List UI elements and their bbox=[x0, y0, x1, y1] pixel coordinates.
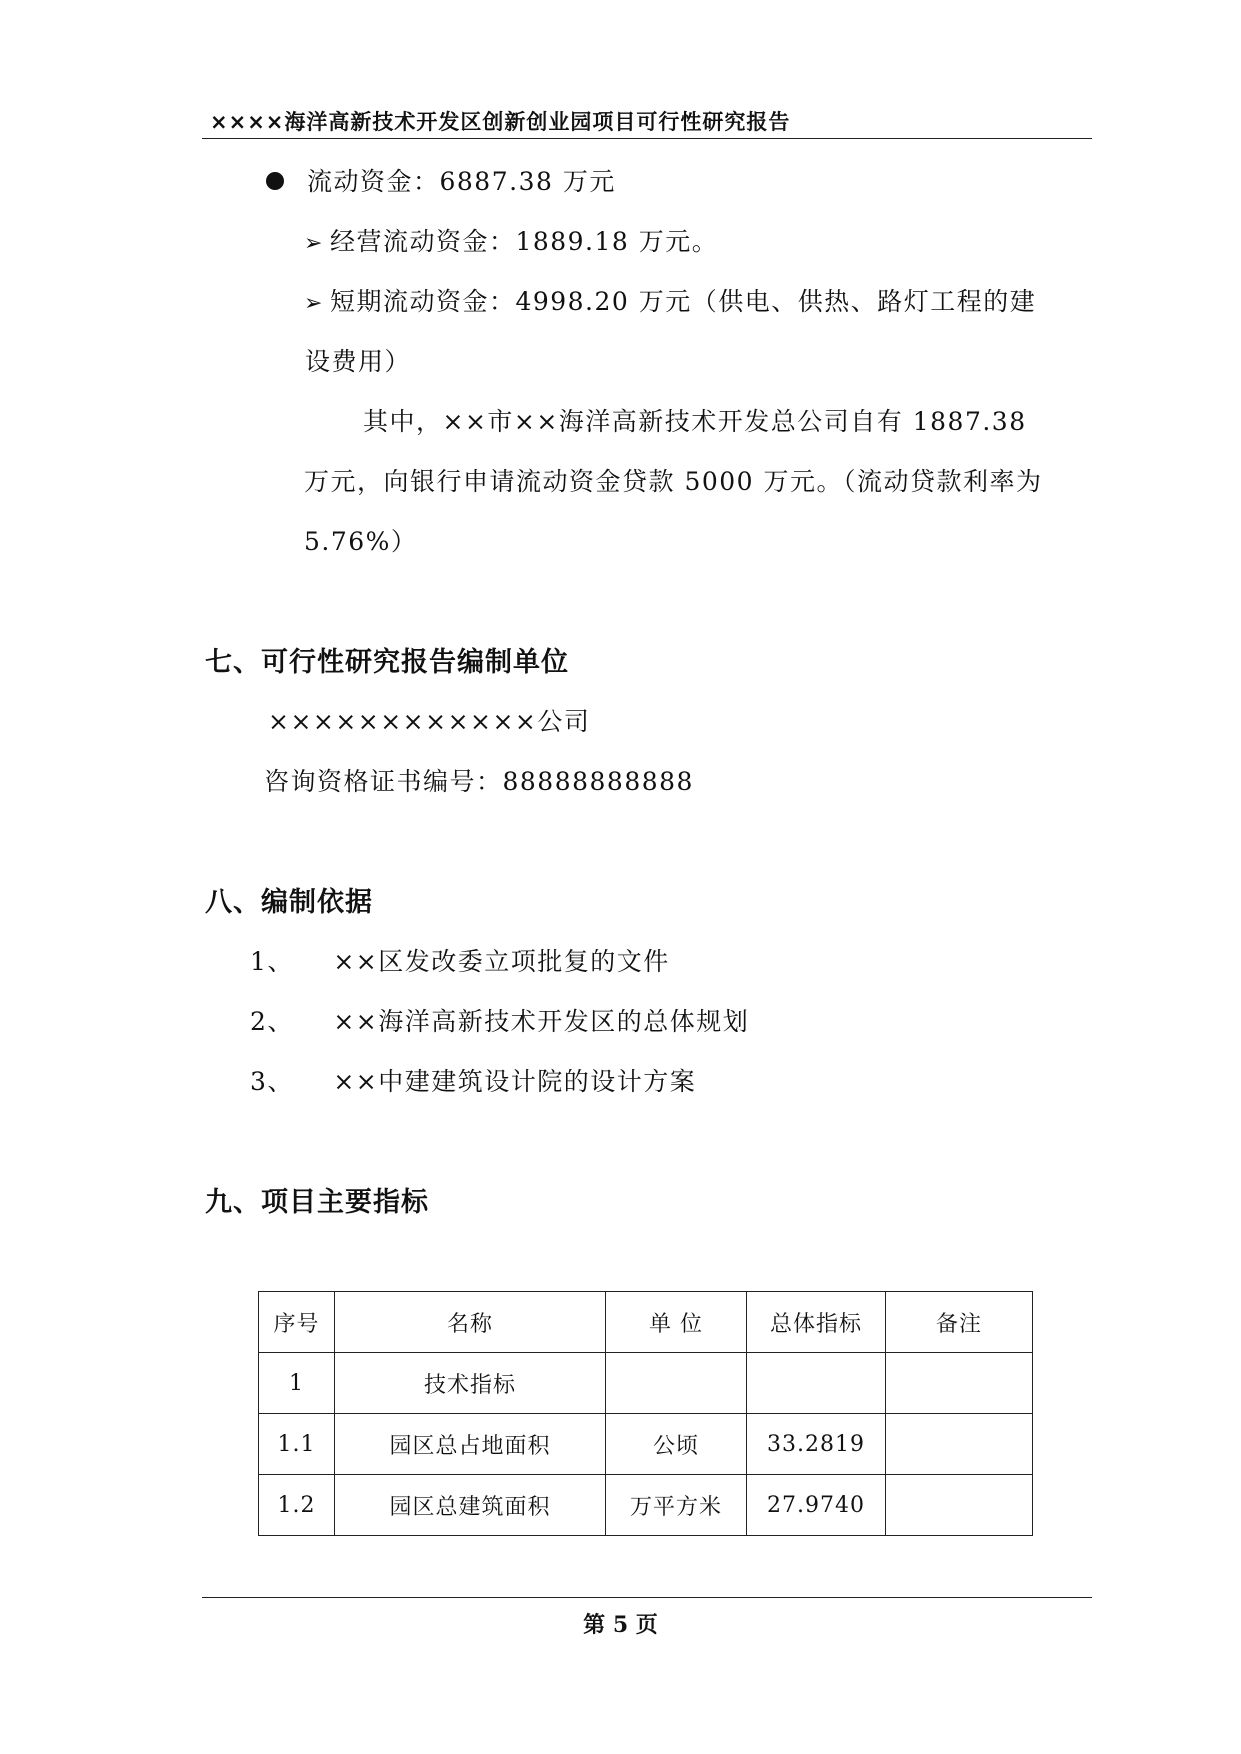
section-7-heading: 七、可行性研究报告编制单位 bbox=[205, 647, 569, 678]
basis-list-item bbox=[250, 942, 670, 978]
cell-unit: 公顷 bbox=[606, 1414, 747, 1475]
basis-list-item bbox=[250, 1062, 696, 1098]
funds-paragraph-line-3: 5.76%） bbox=[304, 527, 418, 556]
table-row bbox=[259, 1414, 1033, 1475]
cell-serial: 1.1 bbox=[259, 1414, 335, 1475]
cell-indicator: 27.9740 bbox=[747, 1475, 886, 1536]
basis-item-text: ××中建建筑设计院的设计方案 bbox=[333, 1067, 697, 1096]
column-header-unit: 单 位 bbox=[606, 1292, 747, 1353]
cell-indicator bbox=[747, 1353, 886, 1414]
section-8-heading: 八、编制依据 bbox=[205, 887, 373, 918]
footer-rule bbox=[202, 1597, 1092, 1598]
funds-sub-item-2-text: 短期流动资金：4998.20 万元（供电、供热、路灯工程的建 bbox=[329, 287, 1037, 316]
funds-paragraph-line-1: 其中，××市××海洋高新技术开发总公司自有 1887.38 bbox=[363, 407, 1027, 436]
arrow-right-icon: ➢ bbox=[304, 231, 324, 256]
basis-item-text: ××海洋高新技术开发区的总体规划 bbox=[333, 1007, 750, 1036]
arrow-right-icon: ➢ bbox=[304, 291, 324, 316]
cell-remarks bbox=[886, 1353, 1033, 1414]
basis-item-text: ××区发改委立项批复的文件 bbox=[333, 947, 670, 976]
cell-unit: 万平方米 bbox=[606, 1475, 747, 1536]
cell-serial: 1 bbox=[259, 1353, 335, 1414]
table-row bbox=[259, 1475, 1033, 1536]
funds-sub-item-2-continued: 设费用） bbox=[305, 347, 412, 376]
document-header-title: ××××海洋高新技术开发区创新创业园项目可行性研究报告 bbox=[210, 110, 791, 134]
basis-item-number: 3、 bbox=[250, 1067, 294, 1096]
column-header-serial: 序号 bbox=[259, 1292, 335, 1353]
funds-sub-item-2 bbox=[304, 282, 1036, 318]
funds-sub-item-1 bbox=[304, 222, 718, 258]
certificate-number: 咨询资格证书编号：88888888888 bbox=[264, 767, 694, 796]
section-9-heading: 九、项目主要指标 bbox=[205, 1187, 429, 1218]
preparer-company-name: ××××××××××××公司 bbox=[268, 707, 591, 736]
cell-unit bbox=[606, 1353, 747, 1414]
indicators-table bbox=[258, 1291, 1033, 1536]
funds-sub-item-1-text: 经营流动资金：1889.18 万元。 bbox=[329, 227, 719, 256]
table-header-row bbox=[259, 1292, 1033, 1353]
page-number: 第 5 页 bbox=[583, 1612, 658, 1638]
cell-name: 园区总占地面积 bbox=[335, 1414, 606, 1475]
cell-remarks bbox=[886, 1414, 1033, 1475]
cell-remarks bbox=[886, 1475, 1033, 1536]
basis-list-item bbox=[250, 1002, 749, 1038]
table-row bbox=[259, 1353, 1033, 1414]
bullet-dot-icon bbox=[266, 172, 284, 190]
funds-paragraph-line-2: 万元，向银行申请流动资金贷款 5000 万元。（流动贷款利率为 bbox=[304, 467, 1043, 496]
cell-indicator: 33.2819 bbox=[747, 1414, 886, 1475]
column-header-indicator: 总体指标 bbox=[747, 1292, 886, 1353]
cell-name: 技术指标 bbox=[335, 1353, 606, 1414]
basis-item-number: 1、 bbox=[250, 947, 294, 976]
cell-serial: 1.2 bbox=[259, 1475, 335, 1536]
basis-item-number: 2、 bbox=[250, 1007, 294, 1036]
cell-name: 园区总建筑面积 bbox=[335, 1475, 606, 1536]
header-rule bbox=[202, 138, 1092, 139]
column-header-name: 名称 bbox=[335, 1292, 606, 1353]
funds-bullet-text: 流动资金：6887.38 万元 bbox=[307, 167, 616, 196]
column-header-remarks: 备注 bbox=[886, 1292, 1033, 1353]
